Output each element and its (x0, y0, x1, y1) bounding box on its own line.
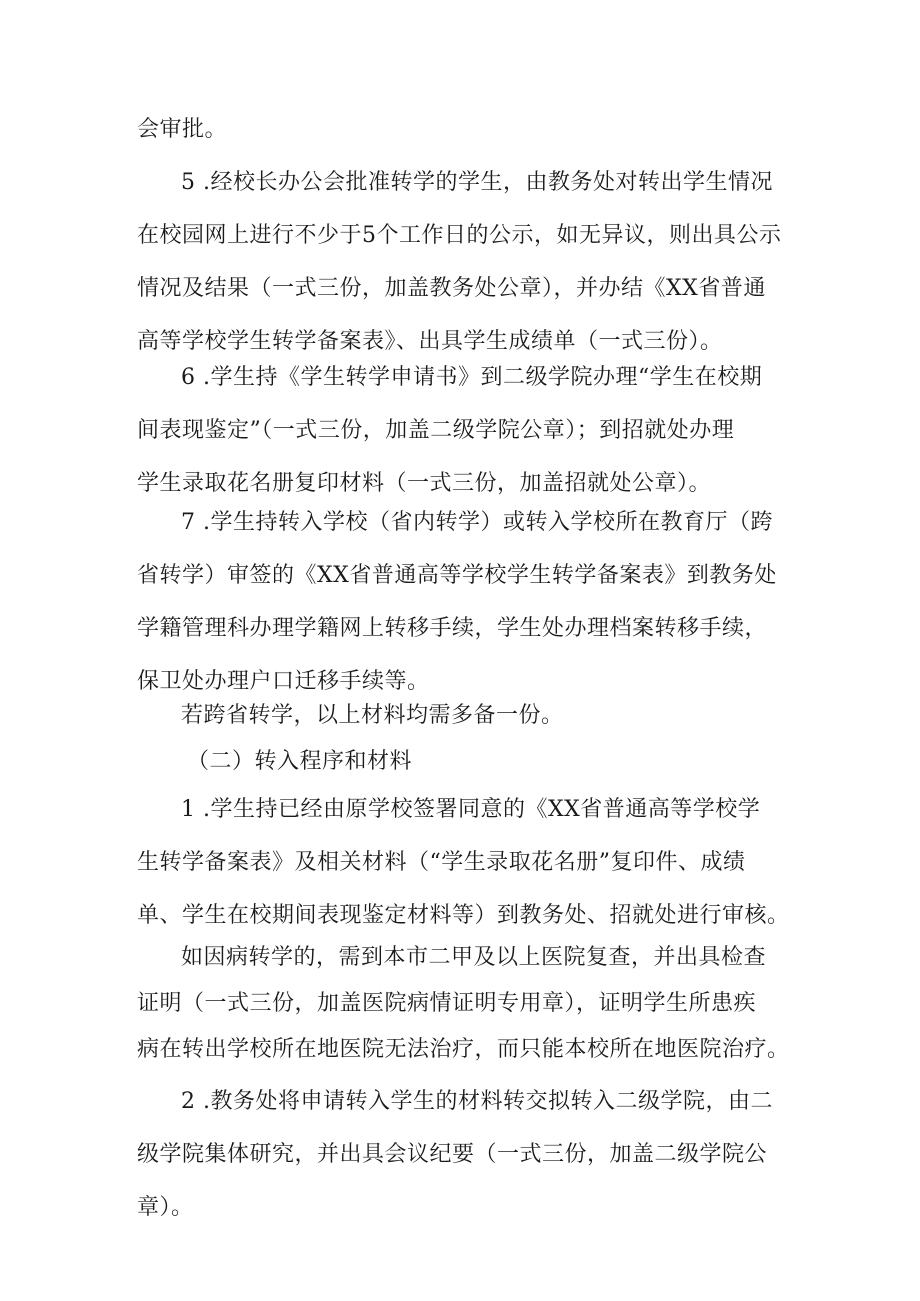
section-heading-transfer-in (137, 735, 797, 788)
paragraph-item-7 (137, 496, 797, 708)
paragraph-in-item-1 (137, 783, 797, 942)
text-line: 学籍管理科办理学籍网上转移手续，学生处办理档案转移手续， (137, 616, 768, 641)
text-line: 若跨省转学，以上材料均需多备一份。 (181, 703, 564, 728)
text-line: 6 .学生持《学生转学申请书》到二级学院办理“学生在校期 (181, 365, 763, 390)
paragraph-illness-note (137, 935, 797, 1073)
text-line: 病在转出学校所在地医院无法治疗，而只能本校所在地医院治疗。 (137, 1037, 790, 1062)
text-line: 生转学备案表》及相关材料（“学生录取花名册”复印件、成绩 (137, 850, 746, 875)
text-line: 1 .学生持已经由原学校签署同意的《XX省普通高等学校学 (181, 797, 761, 822)
text-line: 2 .教务处将申请转入学生的材料转交拟转入二级学院，由二 (181, 1089, 773, 1114)
section-heading: （二）转入程序和材料 (187, 749, 413, 774)
text-line: 7 .学生持转入学校（省内转学）或转入学校所在教育厅（跨 (181, 510, 773, 535)
text-line: 高等学校学生转学备案表》、出具学生成绩单（一式三份）。 (137, 329, 723, 354)
text-line: 保卫处办理户口迁移手续等。 (137, 669, 430, 694)
text-line: 级学院集体研究，并出具会议纪要（一式三份，加盖二级学院公 (137, 1142, 768, 1167)
paragraph-item-5 (137, 156, 797, 368)
text-line: 单、学生在校期间表现鉴定材料等）到教务处、招就处进行审核。 (137, 903, 790, 928)
paragraph-approval-end (137, 103, 797, 156)
text-line: 如因病转学的，需到本市二甲及以上医院复查，并出具检查 (181, 945, 767, 970)
text-line: 间表现鉴定”（一式三份，加盖二级学院公章）；到招就处办理 (137, 418, 735, 443)
text-line: 5 .经校长办公会批准转学的学生，由教务处对转出学生情况 (181, 170, 773, 195)
text-line: 省转学）审签的《XX省普通高等学校学生转学备案表》到教务处 (137, 563, 777, 588)
text-line: 章）。 (137, 1195, 194, 1220)
paragraph-item-6 (137, 351, 797, 510)
text-line: 情况及结果（一式三份，加盖教务处公章），并办结《XX省普通 (137, 276, 766, 301)
text-line: 证明（一式三份，加盖医院病情证明专用章），证明学生所患疾 (137, 991, 757, 1016)
paragraph-in-item-2 (137, 1075, 797, 1234)
text-line: 会审批。 (137, 117, 228, 142)
text-line: 学生录取花名册复印材料（一式三份，加盖招就处公章）。 (137, 471, 712, 496)
text-line: 在校园网上进行不少于5个工作日的公示，如无异议，则出具公示 (137, 223, 782, 248)
